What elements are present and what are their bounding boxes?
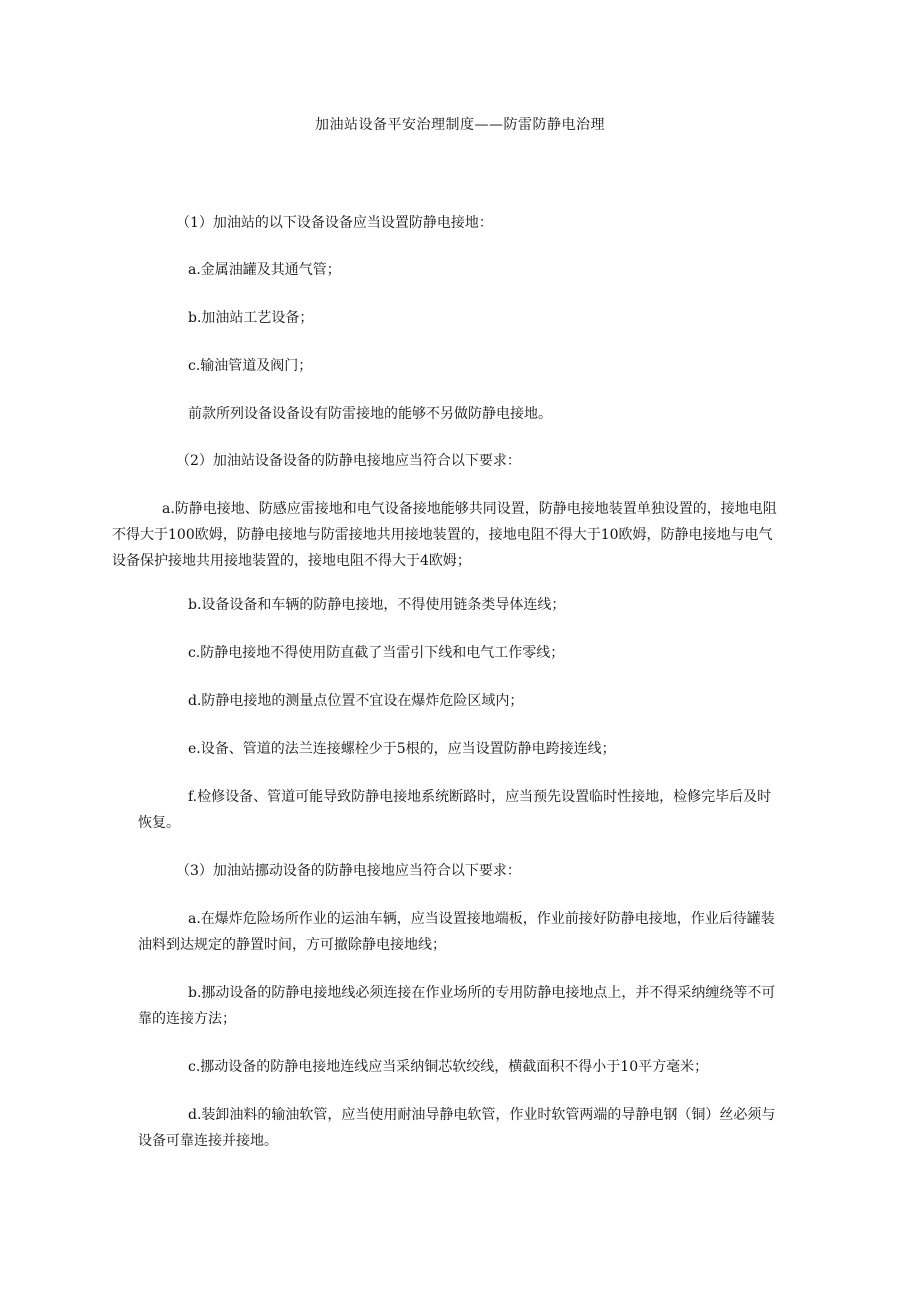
paragraph-2d: d.防静电接地的测量点位置不宜设在爆炸危险区域内；: [188, 693, 524, 709]
paragraph-1c: c.输油管道及阀门；: [188, 358, 313, 374]
paragraph-3c: c.挪动设备的防静电接地连线应当采纳铜芯软绞线，横截面积不得小于10平方毫米；: [188, 1059, 709, 1075]
section-3-heading: （3）加油站挪动设备的防静电接地应当符合以下要求：: [176, 863, 521, 879]
paragraph-2f: f.检修设备、管道可能导致防静电接地系统断路时，应当预先设置临时性接地，检修完毕后及时恢复。: [138, 789, 772, 831]
paragraph-3d: d.装卸油料的输油软管，应当使用耐油导静电软管，作业时软管两端的导静电钢（铜）丝必须与设备可靠连接并接地。: [138, 1107, 776, 1149]
paragraph-3b: b.挪动设备的防静电接地线必须连接在作业场所的专用防静电接地点上，并不得采纳缠绕等不可靠的连接方法；: [138, 985, 776, 1027]
paragraph-1b: b.加油站工艺设备；: [188, 310, 314, 326]
paragraph-1a: a.金属油罐及其通气管；: [188, 262, 341, 278]
paragraph-2e: e.设备、管道的法兰连接螺栓少于5根的，应当设置防静电跨接连线；: [188, 741, 616, 757]
paragraph-3a: a.在爆炸危险场所作业的运油车辆，应当设置接地端板，作业前接好防静电接地，作业后待罐装油料到达规定的静置时间，方可撤除静电接地线；: [138, 911, 775, 953]
paragraph-2c: c.防静电接地不得使用防直截了当雷引下线和电气工作零线；: [188, 645, 565, 661]
section-1-heading: （1）加油站的以下设备设备应当设置防静电接地：: [176, 215, 493, 231]
section-2-heading: （2）加油站设备设备的防静电接地应当符合以下要求：: [176, 453, 521, 469]
paragraph-1-note: 前款所列设备设备设有防雷接地的能够不另做防静电接地。: [188, 406, 552, 422]
paragraph-2b: b.设备设备和车辆的防静电接地，不得使用链条类导体连线；: [188, 597, 566, 613]
paragraph-2a: a.防静电接地、防感应雷接地和电气设备接地能够共同设置，防静电接地装置单独设置的，接地电阻不得大于100欧姆，防静电接地与防雷接地共用接地装置的，接地电阻不得大于10欧姆，防静电接地与电气设备保护接地共用接地装置的，接地电阻不得大于4欧姆；: [112, 501, 777, 569]
document-title: 加油站设备平安治理制度——防雷防静电治理: [315, 117, 605, 133]
